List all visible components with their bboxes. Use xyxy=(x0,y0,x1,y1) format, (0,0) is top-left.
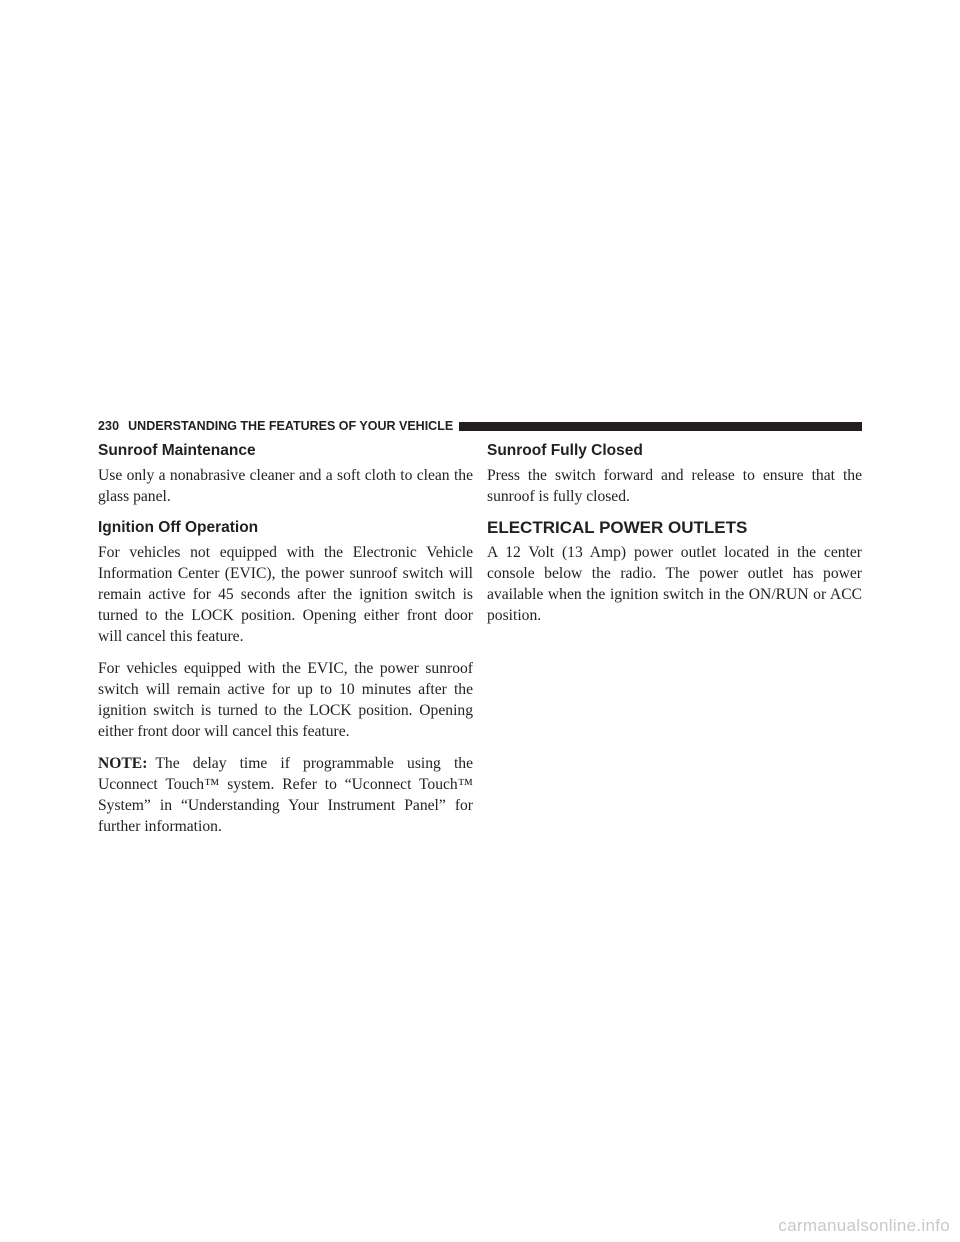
sunroof-fully-closed-text: Press the switch forward and release to ensure that the sunroof is fully closed. xyxy=(487,467,862,505)
note-paragraph xyxy=(98,753,473,837)
ignition-off-paragraph-2: For vehicles equipped with the EVIC, the power sunroof switch will remain active for up to 10 minutes after the ignition switch is turned to the LOCK position. Opening either front door will cancel this feature. xyxy=(98,660,473,740)
sunroof-fully-closed-heading: Sunroof Fully Closed xyxy=(487,442,643,459)
watermark: carmanualsonline.info xyxy=(778,1216,950,1235)
note-text: The delay time if programmable using the Uconnect Touch™ system. Refer to “Uconnect Touch™ System” in “Understanding Your Instrument Panel” for further information. xyxy=(98,755,473,835)
ignition-off-paragraph-1: For vehicles not equipped with the Electronic Vehicle Information Center (EVIC), the power sunroof switch will remain active for 45 seconds after the ignition switch is turned to the LOCK position. Opening either front door will cancel this feature. xyxy=(98,544,473,645)
page-header xyxy=(98,418,862,434)
sunroof-maintenance-text: Use only a nonabrasive cleaner and a soft cloth to clean the glass panel. xyxy=(98,467,473,505)
electrical-power-outlets-heading: ELECTRICAL POWER OUTLETS xyxy=(487,518,748,537)
note-label: NOTE: xyxy=(98,755,148,772)
ignition-off-heading: Ignition Off Operation xyxy=(98,519,259,536)
page-number: 230 xyxy=(98,419,120,433)
left-column xyxy=(98,441,473,837)
electrical-power-outlets-text: A 12 Volt (13 Amp) power outlet located in the center console below the radio. The power outlet has power available when the ignition switch in the ON/RUN or ACC position. xyxy=(487,544,862,624)
header-rule xyxy=(459,422,862,431)
right-column xyxy=(487,441,862,626)
chapter-title: UNDERSTANDING THE FEATURES OF YOUR VEHICLE xyxy=(128,419,454,433)
sunroof-maintenance-heading: Sunroof Maintenance xyxy=(98,442,256,459)
